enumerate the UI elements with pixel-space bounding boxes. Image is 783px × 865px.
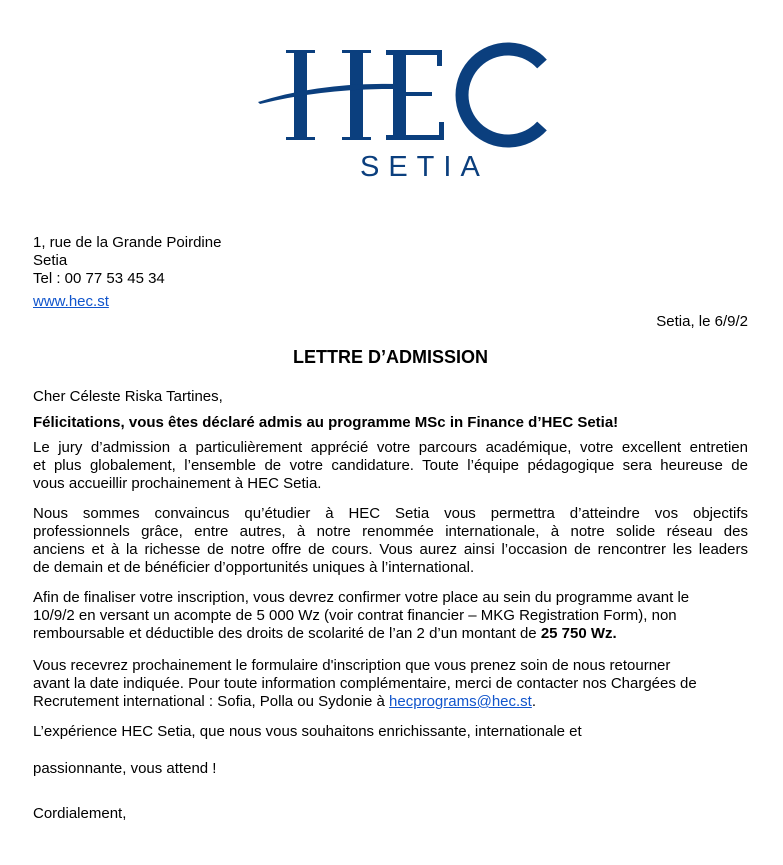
letter-title: LETTRE D’ADMISSION bbox=[292, 347, 488, 367]
signoff: Cordialement, bbox=[33, 805, 127, 822]
tuition-amount: 25 750 Wz. bbox=[540, 625, 617, 642]
closing-line-2: passionnante, vous attend ! bbox=[33, 760, 217, 777]
letter-date: Setia, le 6/9/2 bbox=[656, 313, 748, 330]
text-line: Afin de finaliser votre inscription, vous devrez confirmer votre place au sein du programme avant le bbox=[33, 589, 690, 606]
paragraph-2 bbox=[33, 505, 748, 577]
text-line: et plus globalement, l’ensemble de votre candidature. Toute l’équipe pédagogique sera heureuse de bbox=[33, 457, 748, 474]
text-line: 10/9/2 en versant un acompte de 5 000 Wz (voir contrat financier – MKG Registration Form), non bbox=[33, 607, 677, 624]
hec-setia-logo bbox=[250, 40, 550, 185]
text-punct: . bbox=[531, 693, 537, 710]
salutation: Cher Céleste Riska Tartines, bbox=[33, 388, 223, 405]
congratulations: Félicitations, vous êtes déclaré admis au programme MSc in Finance d’HEC Setia! bbox=[33, 414, 619, 431]
text-line: Recrutement international : Sofia, Polla ou Sydonie à bbox=[33, 693, 390, 710]
logo-subtitle: SETIA bbox=[360, 151, 489, 183]
letter-body bbox=[33, 234, 748, 823]
text-line: anciens et à la richesse de notre offre de cours. Vous aurez ainsi l’occasion de rencontrer les leaders bbox=[33, 541, 748, 558]
text-line: Nous sommes convaincus qu’étudier à HEC Setia vous permettra d’atteindre vos objectifs bbox=[33, 505, 748, 522]
text-line: de demain et de bénéficier d’opportunités uniques à l’international. bbox=[33, 559, 475, 576]
paragraph-4 bbox=[33, 657, 748, 711]
text-line: vous accueillir prochainement à HEC Setia. bbox=[33, 475, 322, 492]
text-line: avant la date indiquée. Pour toute information complémentaire, merci de contacter nos Chargées de bbox=[33, 675, 697, 692]
address-line: 1, rue de la Grande Poirdine bbox=[33, 234, 222, 251]
closing-line-1: L’expérience HEC Setia, que nous vous souhaitons enrichissante, internationale et bbox=[33, 723, 582, 740]
paragraph-3 bbox=[33, 589, 748, 643]
text-line: remboursable et déductible des droits de scolarité de l’an 2 d’un montant de bbox=[33, 625, 541, 642]
email-link[interactable]: hecprograms@hec.st bbox=[389, 693, 532, 710]
paragraph-1 bbox=[33, 439, 748, 493]
sender-address bbox=[33, 234, 748, 288]
address-phone: Tel : 00 77 53 45 34 bbox=[33, 270, 165, 287]
text-line: Vous recevrez prochainement le formulaire d'inscription que vous prenez soin de nous retourner bbox=[33, 657, 671, 674]
website-link[interactable]: www.hec.st bbox=[33, 293, 109, 310]
address-city: Setia bbox=[33, 252, 68, 269]
text-line: Le jury d’admission a particulièrement apprécié votre parcours académique, votre excellent entretien bbox=[33, 439, 748, 456]
text-line: professionnels grâce, entre autres, à notre renommée internationale, à notre solide réseau des bbox=[33, 523, 748, 540]
